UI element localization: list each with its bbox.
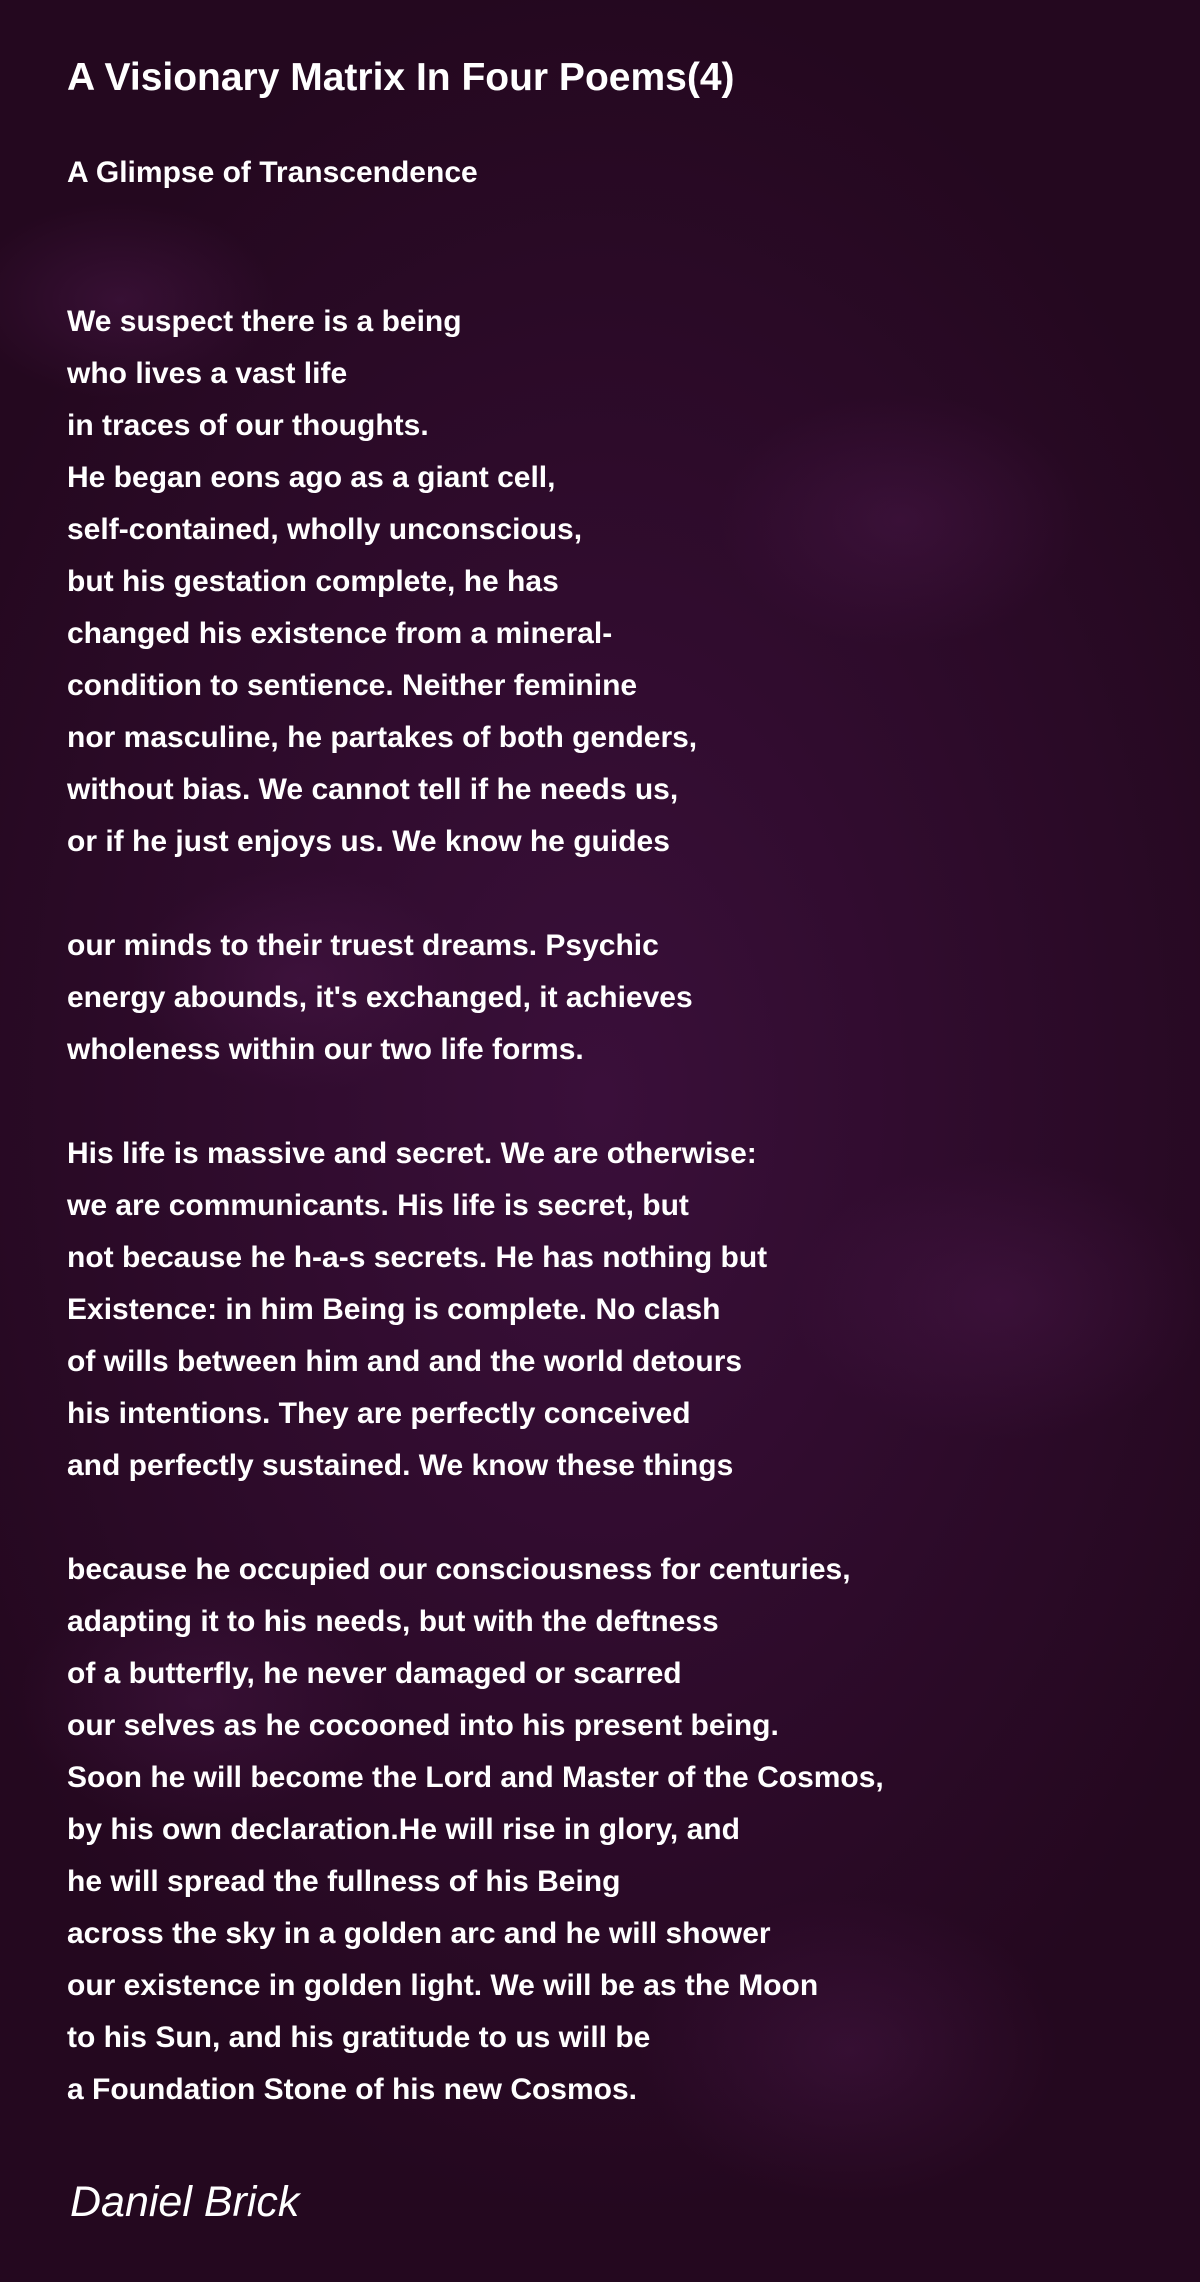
poem-line: wholeness within our two life forms. xyxy=(67,1033,584,1066)
poem-line: or if he just enjoys us. We know he guides xyxy=(67,825,670,858)
poem-line: we are communicants. His life is secret, but xyxy=(67,1189,689,1222)
poem-line: His life is massive and secret. We are otherwise: xyxy=(67,1137,757,1170)
poem-line: across the sky in a golden arc and he will shower xyxy=(67,1917,771,1950)
poem-line: our existence in golden light. We will be as the Moon xyxy=(67,1969,819,2002)
poem-line: nor masculine, he partakes of both genders, xyxy=(67,721,698,754)
poem-line: Existence: in him Being is complete. No clash xyxy=(67,1293,721,1326)
poem-line: without bias. We cannot tell if he needs us, xyxy=(67,773,679,806)
poem-title: A Visionary Matrix In Four Poems(4) xyxy=(67,56,735,99)
stanza-3 xyxy=(67,1128,767,1492)
poem-line: not because he h-a-s secrets. He has nothing but xyxy=(67,1241,768,1274)
poem-line: self-contained, wholly unconscious, xyxy=(67,513,583,546)
poem-line: He began eons ago as a giant cell, xyxy=(67,461,556,494)
poem-line: who lives a vast life xyxy=(67,357,348,390)
poem-line: a Foundation Stone of his new Cosmos. xyxy=(67,2073,638,2106)
poem-line: but his gestation complete, he has xyxy=(67,565,559,598)
author-name: Daniel Brick xyxy=(70,2178,300,2226)
poem-line: adapting it to his needs, but with the deftness xyxy=(67,1605,719,1638)
poem-line: condition to sentience. Neither feminine xyxy=(67,669,638,702)
poem-line: because he occupied our consciousness for centuries, xyxy=(67,1553,851,1586)
poem-line: changed his existence from a mineral- xyxy=(67,617,613,650)
poem-line: and perfectly sustained. We know these things xyxy=(67,1449,734,1482)
poem-line: our selves as he cocooned into his present being. xyxy=(67,1709,779,1742)
poem-line: in traces of our thoughts. xyxy=(67,409,429,442)
stanza-1 xyxy=(67,296,697,868)
poem-line: Soon he will become the Lord and Master of the Cosmos, xyxy=(67,1761,884,1794)
poem-subtitle: A Glimpse of Transcendence xyxy=(67,156,478,189)
poem-line: his intentions. They are perfectly conceived xyxy=(67,1397,691,1430)
poem-line: of a butterfly, he never damaged or scarred xyxy=(67,1657,682,1690)
poem-container xyxy=(67,48,1147,2106)
poem-line: energy abounds, it's exchanged, it achieves xyxy=(67,981,693,1014)
poem-line: by his own declaration.He will rise in glory, and xyxy=(67,1813,740,1846)
poem-line: he will spread the fullness of his Being xyxy=(67,1865,621,1898)
poem-line: of wills between him and and the world detours xyxy=(67,1345,743,1378)
poem-line: our minds to their truest dreams. Psychic xyxy=(67,929,659,962)
stanza-2 xyxy=(67,920,693,1076)
poem-line: We suspect there is a being xyxy=(67,305,462,338)
poem-line: to his Sun, and his gratitude to us will be xyxy=(67,2021,651,2054)
stanza-4 xyxy=(67,1544,884,2116)
